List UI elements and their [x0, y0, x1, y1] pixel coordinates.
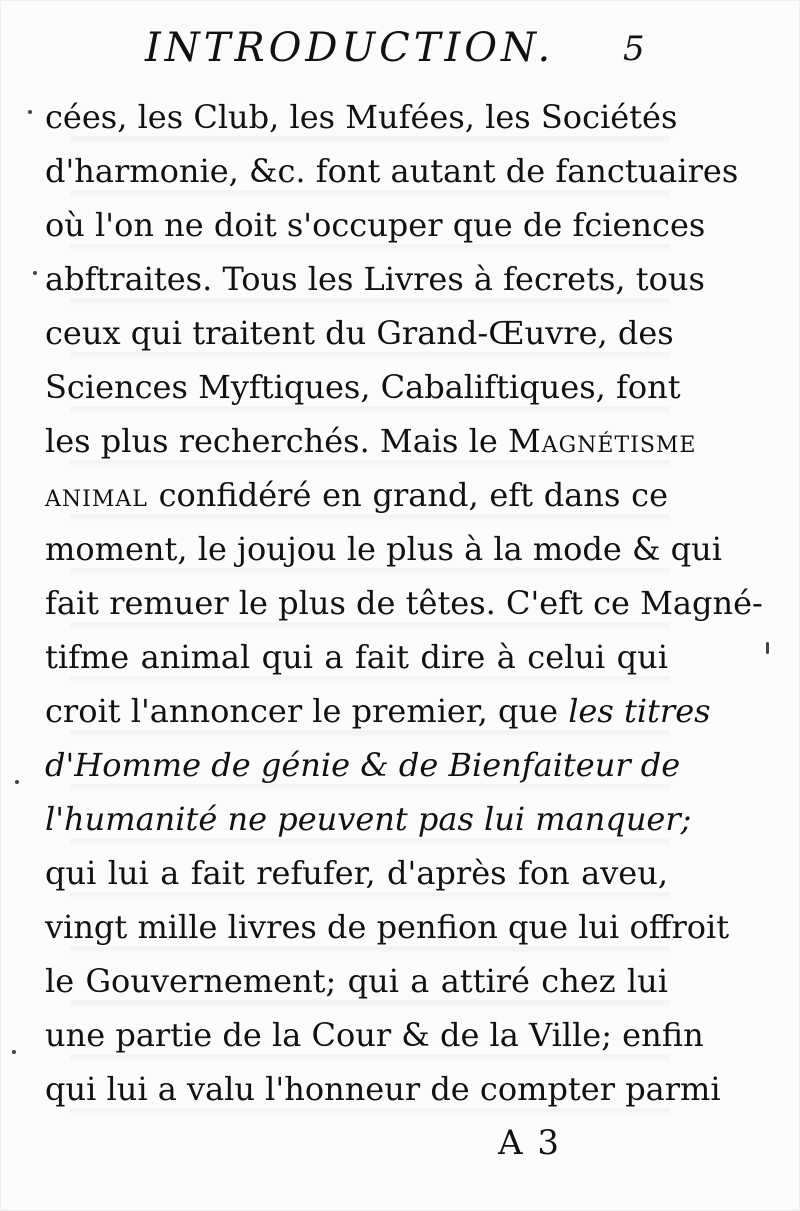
text-line: qui lui a valu l'honneur de compter parmi: [45, 1070, 721, 1108]
text-line: d'harmonie, &c. font autant de fanctuaires: [45, 152, 739, 190]
text-line: ceux qui traitent du Grand-Œuvre, des: [45, 314, 674, 352]
margin-speck: [33, 271, 37, 275]
text-line: Sciences Myftiques, Cabaliftiques, font: [45, 368, 681, 406]
small-caps-term: Magnétisme: [507, 422, 697, 460]
running-title: INTRODUCTION.: [145, 25, 555, 71]
italic-phrase: les titres: [568, 692, 711, 730]
text-line: [45, 468, 668, 522]
page-number: 5: [623, 29, 645, 69]
margin-speck: [15, 780, 19, 784]
margin-speck: [28, 110, 32, 114]
text-line: abftraites. Tous les Livres à fecrets, tous: [45, 260, 705, 298]
text-line: une partie de la Cour & de la Ville; enfin: [45, 1016, 704, 1054]
text-segment: confidéré en grand, eft dans ce: [147, 476, 668, 514]
text-line: tifme animal qui a fait dire à celui qui: [45, 638, 668, 676]
running-head: [0, 24, 800, 76]
text-line: [45, 738, 681, 792]
page-text: [45, 90, 763, 1116]
text-segment: croit l'annoncer le premier, que: [45, 692, 569, 730]
text-line: [45, 414, 697, 468]
text-segment: les plus recherchés. Mais le: [45, 422, 508, 460]
margin-speck: [12, 1050, 16, 1054]
text-line: moment, le joujou le plus à la mode & qui: [45, 530, 722, 568]
margin-speck: [766, 642, 769, 654]
text-line: fait remuer le plus de têtes. C'eft ce Magné-: [45, 584, 763, 622]
italic-phrase: l'humanité ne peuvent pas lui manquer;: [45, 800, 692, 838]
text-line: vingt mille livres de penfion que lui offroit: [45, 908, 730, 946]
signature-mark: A 3: [498, 1123, 561, 1163]
italic-phrase: d'Homme de génie & de Bienfaiteur de: [45, 746, 681, 784]
text-line: cées, les Club, les Mufées, les Sociétés: [45, 98, 678, 136]
small-caps-term: animal: [45, 476, 148, 514]
text-line: [45, 792, 692, 846]
text-line: le Gouvernement; qui a attiré chez lui: [45, 962, 668, 1000]
text-line: qui lui a fait refufer, d'après fon aveu,: [45, 854, 668, 892]
text-line: [45, 684, 711, 738]
text-line: où l'on ne doit s'occuper que de fciences: [45, 206, 706, 244]
